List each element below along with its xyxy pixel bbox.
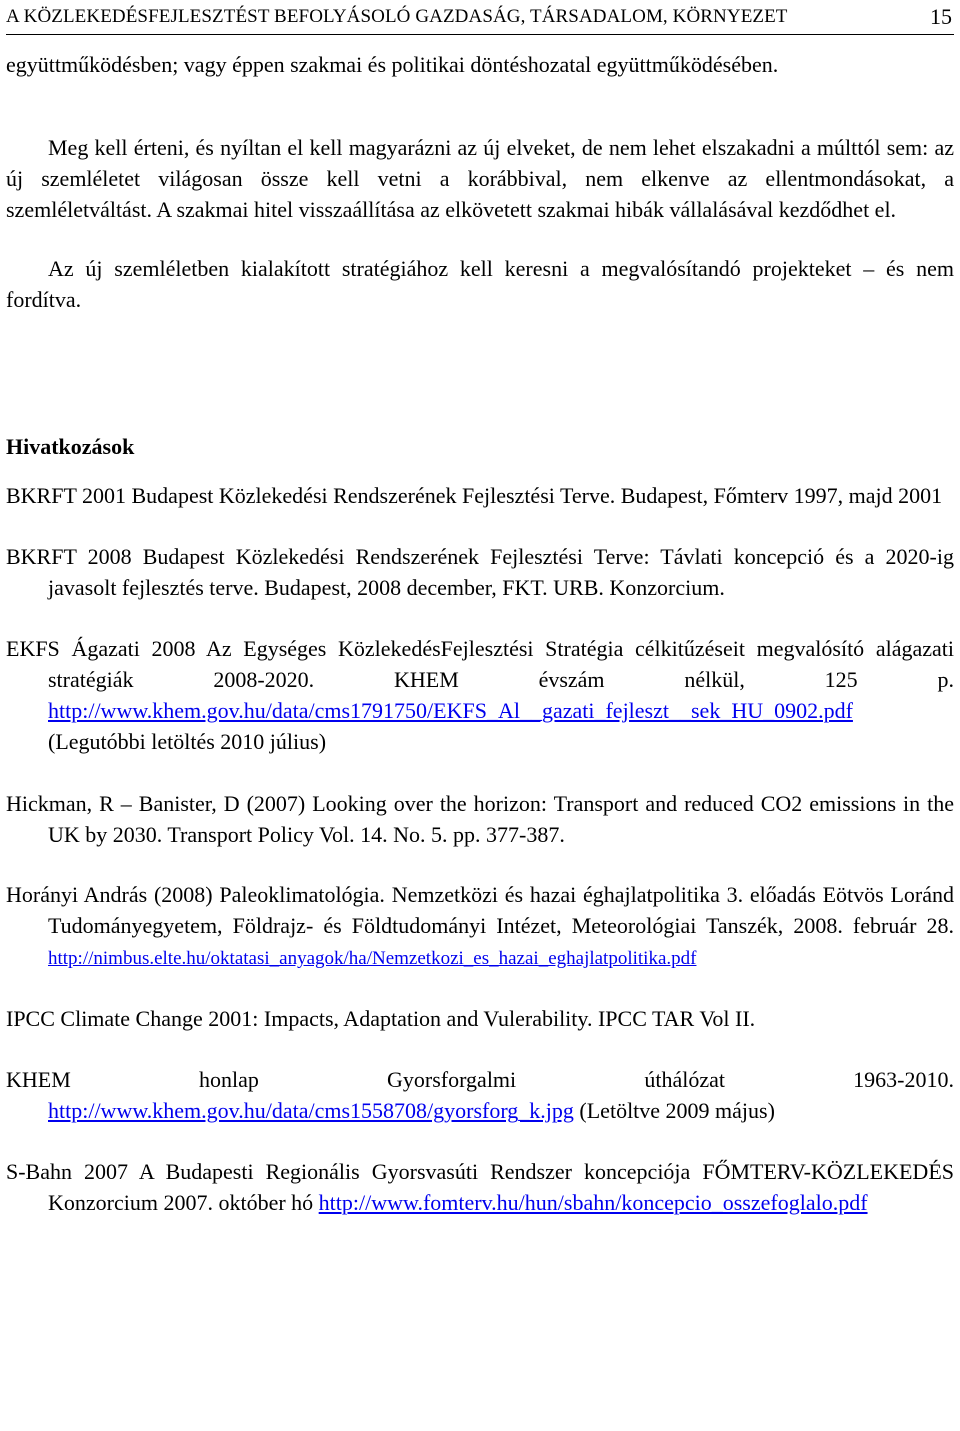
reference-item bbox=[6, 1156, 954, 1218]
reference-text: BKRFT 2001 Budapest Közlekedési Rendszerének Fejlesztési Terve. Budapest, Főmterv 1997, majd 2001 bbox=[6, 483, 943, 508]
reference-item bbox=[6, 541, 954, 603]
page-number: 15 bbox=[930, 4, 952, 29]
reference-link[interactable]: http://nimbus.elte.hu/oktatasi_anyagok/ha/Nemzetkozi_es_hazai_eghajlatpolitika.pdf bbox=[48, 948, 697, 969]
reference-text: KHEM honlap Gyorsforgalmi úthálózat 1963-2010. bbox=[6, 1067, 954, 1092]
reference-item bbox=[6, 788, 954, 850]
paragraph-principles: Meg kell érteni, és nyíltan el kell magyarázni az új elveket, de nem lehet elszakadni a múlttól sem: az új szemléletet világosan össze kell vetni a korábbival, nem elkenve az ellentmondásokat, a szemléletváltást. A szakmai hitel visszaállítása az elkövetett szakmai hibák vállalásával kezdődhet el. bbox=[6, 135, 954, 222]
running-title: A KÖZLEKEDÉSFEJLESZTÉST BEFOLYÁSOLÓ GAZDASÁG, TÁRSADALOM, KÖRNYEZET bbox=[6, 6, 788, 27]
reference-text: S-Bahn 2007 A Budapesti Regionális Gyorsvasúti Rendszer koncepciója FŐMTERV-KÖZLEKEDÉS Konzorcium 2007. október hó bbox=[6, 1159, 954, 1215]
reference-text: EKFS Ágazati 2008 Az Egységes KözlekedésFejlesztési Stratégia célkitűzéseit megvalósító alágazati stratégiák 2008-2020. KHEM évszám nélkül, 125 p. bbox=[6, 636, 954, 692]
document-page bbox=[6, 0, 954, 1247]
reference-list bbox=[6, 480, 954, 1218]
reference-item bbox=[6, 480, 954, 511]
reference-link[interactable]: http://www.khem.gov.hu/data/cms1791750/EKFS_Al__gazati_fejleszt__sek_HU_0902.pdf bbox=[48, 698, 853, 723]
reference-item bbox=[6, 879, 954, 974]
reference-text-after: (Legutóbbi letöltés 2010 július) bbox=[48, 729, 327, 754]
reference-item bbox=[6, 1064, 954, 1126]
reference-item bbox=[6, 1003, 954, 1034]
reference-link[interactable]: http://www.fomterv.hu/hun/sbahn/koncepcio_osszefoglalo.pdf bbox=[318, 1190, 868, 1215]
reference-text: IPCC Climate Change 2001: Impacts, Adaptation and Vulerability. IPCC TAR Vol II. bbox=[6, 1006, 756, 1031]
reference-text: Horányi András (2008) Paleoklimatológia. Nemzetközi és hazai éghajlatpolitika 3. előadás Eötvös Loránd Tudományegyetem, Földrajz- és Földtudományi Intézet, Meteorológiai Tanszék, 2008. február 28. bbox=[6, 882, 954, 938]
reference-item bbox=[6, 633, 954, 757]
references-heading: Hivatkozások bbox=[6, 434, 135, 459]
reference-text: BKRFT 2008 Budapest Közlekedési Rendszerének Fejlesztési Terve: Távlati koncepció és a 2020-ig javasolt fejlesztés terve. Budapest, 2008 december, FKT. URB. Konzorcium. bbox=[6, 544, 954, 600]
paragraph-strategy: Az új szemléletben kialakított stratégiához kell keresni a megvalósítandó projekteket – és nem fordítva. bbox=[6, 256, 954, 312]
paragraph-continued: együttműködésben; vagy éppen szakmai és politikai döntéshozatal együttműködésében. bbox=[6, 52, 779, 77]
running-header bbox=[6, 0, 954, 35]
reference-link[interactable]: http://www.khem.gov.hu/data/cms1558708/gyorsforg_k.jpg bbox=[48, 1098, 574, 1123]
reference-text-after: (Letöltve 2009 május) bbox=[573, 1098, 775, 1123]
reference-text: Hickman, R – Banister, D (2007) Looking over the horizon: Transport and reduced CO2 emissions in the UK by 2030. Transport Policy Vol. 14. No. 5. pp. 377-387. bbox=[6, 791, 954, 847]
